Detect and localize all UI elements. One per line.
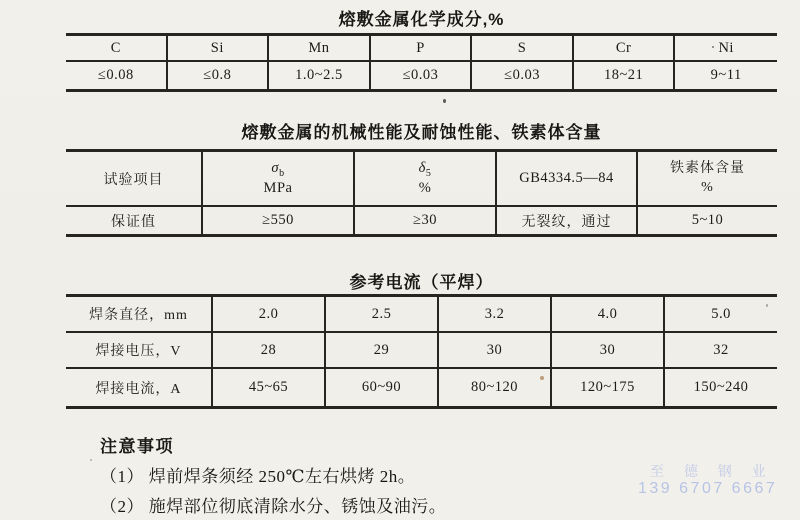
scan-speck xyxy=(766,304,768,307)
row-header: 焊接电压，V xyxy=(66,333,213,369)
column-header: Ni xyxy=(675,36,777,62)
table-cell: 29 xyxy=(326,333,439,369)
reference-current-title: 参考电流（平焊） xyxy=(349,273,494,292)
table-cell: 5~10 xyxy=(691,212,724,228)
mechanical-properties-title: 熔敷金属的机械性能及耐蚀性能、铁素体含量 xyxy=(241,123,602,142)
note-item-1: （1） 焊前焊条须经 250℃左右烘烤 2h。 xyxy=(100,467,416,486)
table-cell: 1.0~2.5 xyxy=(269,62,371,89)
scan-speck xyxy=(90,459,92,461)
table-cell: ≥550 xyxy=(203,207,355,234)
delta-symbol: $\delta_5$ xyxy=(418,160,432,180)
column-header: P xyxy=(371,36,473,62)
column-header-ferrite xyxy=(638,152,777,207)
scan-speck xyxy=(443,99,446,103)
watermark-company-name: 至 德 钢 业 xyxy=(650,463,774,479)
column-header: Si xyxy=(168,36,270,62)
table-cell: 32 xyxy=(665,333,777,369)
delta-unit: % xyxy=(418,180,432,196)
watermark-phone-number: 139 6707 6667 xyxy=(638,480,778,497)
table-cell: ≤0.03 xyxy=(472,62,574,89)
table-cell: 30 xyxy=(439,333,552,369)
column-header: C xyxy=(66,36,168,62)
sigma-symbol: $\sigma_b$ xyxy=(271,160,285,180)
scan-speck xyxy=(712,46,714,48)
column-header: Cr xyxy=(574,36,676,62)
scan-speck xyxy=(540,376,544,380)
column-header: Mn xyxy=(269,36,371,62)
row-header: 焊接电流，A xyxy=(66,369,213,406)
note-item-2: （2） 施焊部位彻底清除水分、锈蚀及油污。 xyxy=(100,497,447,516)
table-cell: ≥30 xyxy=(355,207,497,234)
table-cell: 28 xyxy=(213,333,326,369)
table-cell: ≤0.8 xyxy=(168,62,270,89)
table-cell: 80~120 xyxy=(439,369,552,406)
table-cell: ≤0.03 xyxy=(371,62,473,89)
table-cell: 45~65 xyxy=(213,369,326,406)
row-header: 焊条直径，mm xyxy=(66,297,213,333)
column-header-sigma xyxy=(203,152,355,207)
table-cell: 3.2 xyxy=(439,297,552,333)
mechanical-properties-table xyxy=(66,149,777,237)
table-cell: 2.0 xyxy=(213,297,326,333)
table-cell: 18~21 xyxy=(574,62,676,89)
column-header: 试验项目 xyxy=(66,152,203,207)
table-cell: 4.0 xyxy=(552,297,665,333)
table-cell: ≤0.08 xyxy=(66,62,168,89)
ferrite-unit: % xyxy=(701,180,714,195)
chemical-composition-title: 熔敷金属化学成分,% xyxy=(338,10,505,29)
table-cell: 9~11 xyxy=(710,67,742,83)
table-cell: 5.0 xyxy=(665,297,777,333)
notes-heading: 注意事项 xyxy=(100,437,174,456)
table-cell: 150~240 xyxy=(693,379,749,395)
sigma-unit: MPa xyxy=(263,180,293,196)
column-header: S xyxy=(472,36,574,62)
table-cell: 2.5 xyxy=(326,297,439,333)
reference-current-table xyxy=(66,294,777,409)
ferrite-label: 铁素体含量 xyxy=(670,160,745,176)
table-cell: 120~175 xyxy=(552,369,665,406)
chemical-composition-table xyxy=(66,33,777,92)
table-cell: 无裂纹，通过 xyxy=(497,207,638,234)
row-header: 保证值 xyxy=(66,207,203,234)
table-cell: 30 xyxy=(552,333,665,369)
column-header-delta xyxy=(355,152,497,207)
table-cell: 60~90 xyxy=(326,369,439,406)
column-header-standard: GB4334.5—84 xyxy=(497,152,638,207)
